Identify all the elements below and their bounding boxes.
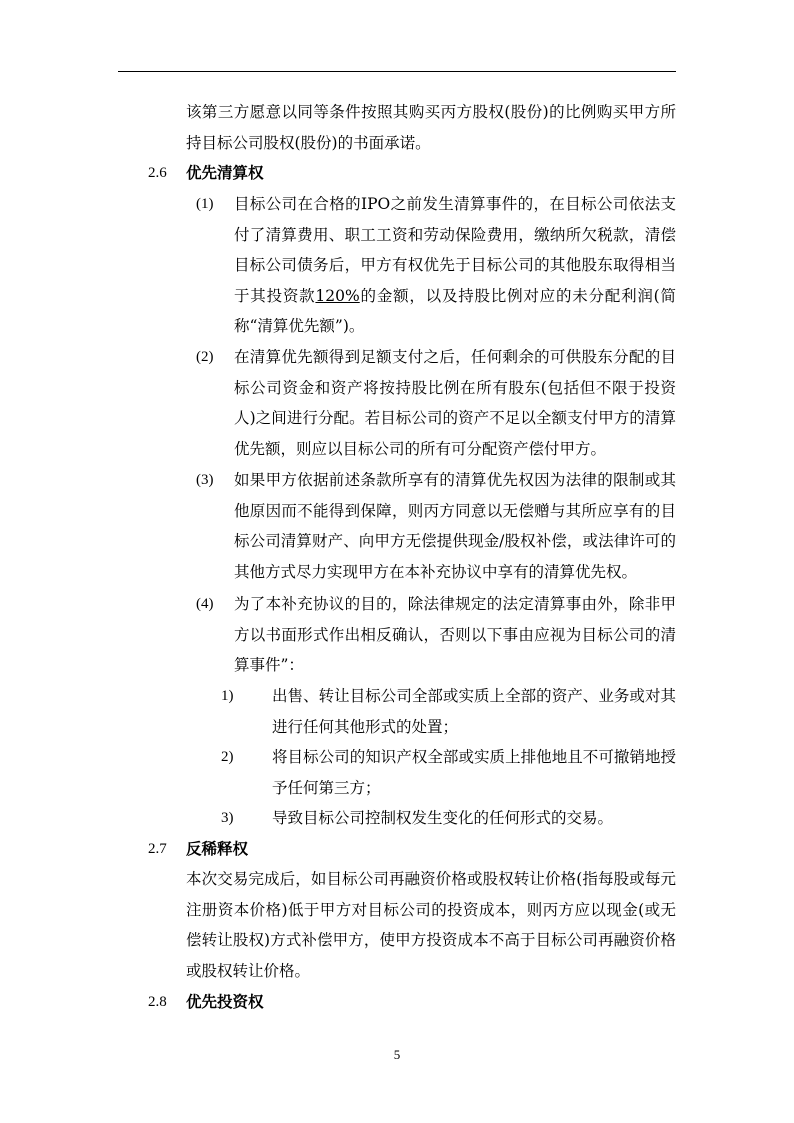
subitem-2-number: 2) [221,749,234,765]
item-1-number: (1) [196,196,214,212]
subitem-3-number: 3) [221,810,234,826]
subitem-2-text: 将目标公司的知识产权全部或实质上排他地且不可撤销地授予任何第三方； [272,748,676,797]
section-2-6-number: 2.6 [148,165,167,181]
section-2-7-title: 反稀释权 [186,839,249,858]
continuation-paragraph: 该第三方愿意以同等条件按照其购买丙方股权(股份)的比例购买甲方所持目标公司股权(股份)的书面承诺。 [186,103,676,152]
section-2-8-title: 优先投资权 [186,992,264,1011]
item-2-text: 在清算优先额得到足额支付之后，任何剩余的可供股东分配的目标公司资金和资产将按持股比例在所有股东(包括但不限于投资人)之间进行分配。若目标公司的资产不足以全额支付甲方的清算优先额，则应以目标公司的所有可分配资产偿付甲方。 [234,348,676,458]
item-4-number: (4) [196,596,214,612]
item-4-text: 为了本补充协议的目的，除法律规定的法定清算事由外，除非甲方以书面形式作出相反确认，否则以下事由应视为目标公司的清算事件”： [234,595,676,674]
subitem-1-number: 1) [221,688,234,704]
section-2-7-number: 2.7 [148,841,167,857]
subitem-1-text: 出售、转让目标公司全部或实质上全部的资产、业务或对其进行任何其他形式的处置； [272,687,676,736]
item-3-text: 如果甲方依据前述条款所享有的清算优先权因为法律的限制或其他原因而不能得到保障，则丙方同意以无偿赠与其所应享有的目标公司清算财产、向甲方无偿提供现金/股权补偿，或法律许可的其他方式尽力实现甲方在本补充协议中享有的清算优先权。 [234,471,676,581]
section-2-7-body: 本次交易完成后，如目标公司再融资价格或股权转让价格(指每股或每元注册资本价格)低于甲方对目标公司的投资成本，则丙方应以现金(或无偿转让股权)方式补偿甲方，使甲方投资成本不高于目标公司再融资价格或股权转让价格。 [186,870,676,980]
section-2-8-number: 2.8 [148,994,167,1010]
item-3-number: (3) [196,472,214,488]
page-number: 5 [393,1047,401,1062]
item-2-number: (2) [196,349,214,365]
item-1-text-before: 目标公司在合格的IPO之前发生清算事件的，在目标公司依法支付了清算费用、职工工资和劳动保险费用，缴纳所欠税款，清偿目标公司债务后，甲方有权优先于目标公司的其他股东取得相当于其投资款 [234,195,676,305]
item-1-underlined-percent: 120% [315,286,360,305]
section-2-6-title: 优先清算权 [186,163,264,182]
item-1-text-after: 的金额，以及持股比例对应的未分配利润(简称“清算优先额”)。 [234,286,676,335]
subitem-3-text: 导致目标公司控制权发生变化的任何形式的交易。 [272,809,614,827]
item-1-text [234,189,676,342]
